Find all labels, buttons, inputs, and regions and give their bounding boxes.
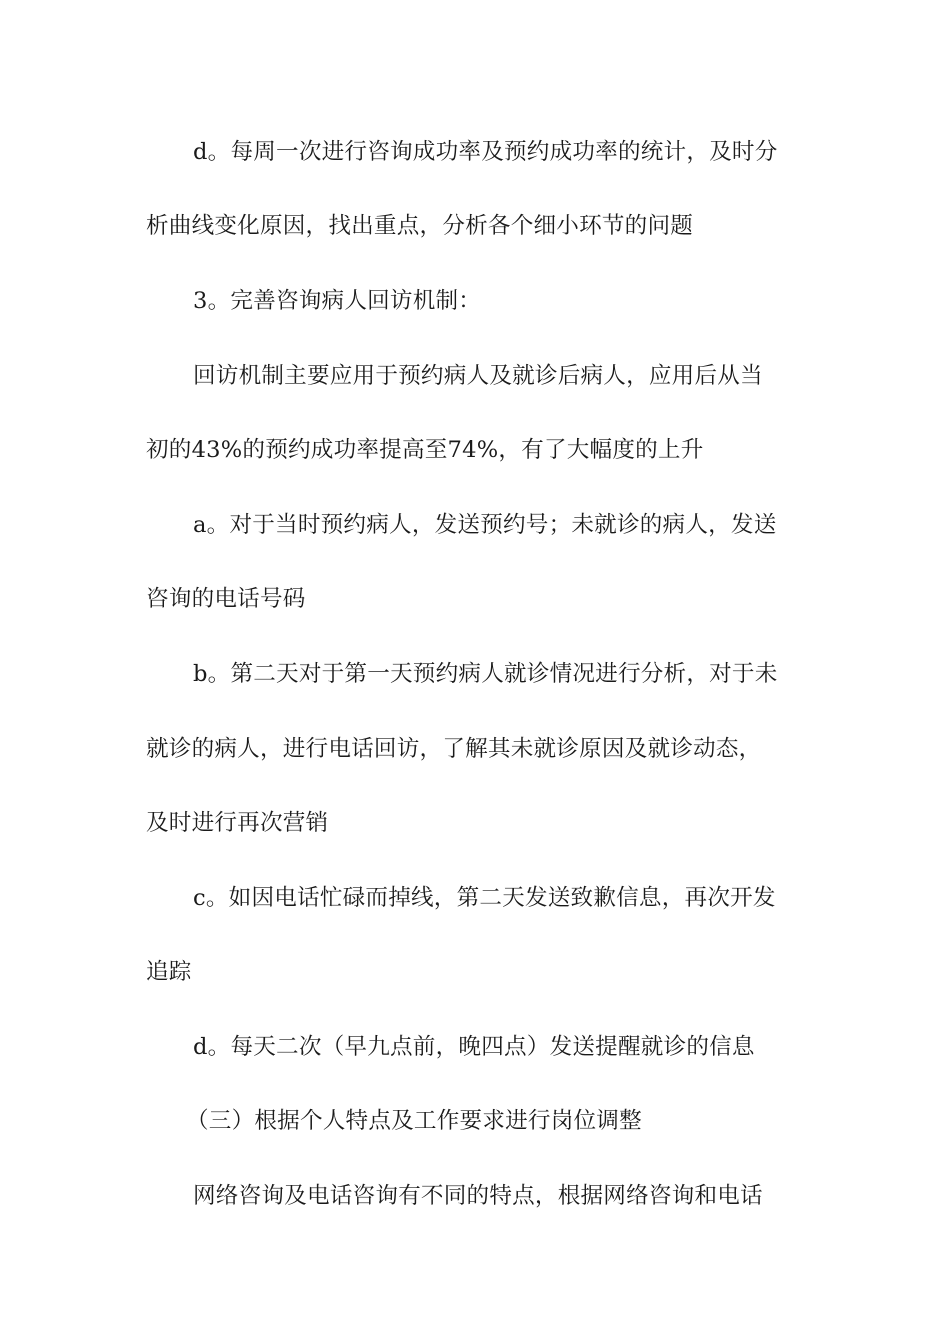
paragraph-line: c。如因电话忙碌而掉线，第二天发送致歉信息，再次开发: [193, 885, 776, 911]
paragraph-line: 析曲线变化原因，找出重点，分析各个细小环节的问题: [146, 213, 694, 239]
paragraph-line: d。每周一次进行咨询成功率及预约成功率的统计，及时分: [193, 139, 778, 165]
paragraph-line: a。对于当时预约病人，发送预约号；未就诊的病人，发送: [193, 512, 777, 538]
section-heading: （三）根据个人特点及工作要求进行岗位调整: [186, 1108, 642, 1134]
section-heading: 3。完善咨询病人回访机制：: [193, 288, 482, 314]
paragraph-line: 网络咨询及电话咨询有不同的特点，根据网络咨询和电话: [193, 1183, 763, 1209]
paragraph-line: d。每天二次（早九点前，晚四点）发送提醒就诊的信息: [193, 1034, 755, 1060]
paragraph-line: 回访机制主要应用于预约病人及就诊后病人，应用后从当: [193, 363, 763, 389]
paragraph-line: 就诊的病人，进行电话回访，了解其未就诊原因及就诊动态，: [146, 736, 762, 762]
paragraph-line: 初的43%的预约成功率提高至74%，有了大幅度的上升: [146, 437, 704, 463]
paragraph-line: b。第二天对于第一天预约病人就诊情况进行分析，对于未: [193, 661, 778, 687]
paragraph-line: 追踪: [146, 959, 192, 985]
paragraph-line: 咨询的电话号码: [146, 586, 306, 612]
paragraph-line: 及时进行再次营销: [146, 810, 329, 836]
